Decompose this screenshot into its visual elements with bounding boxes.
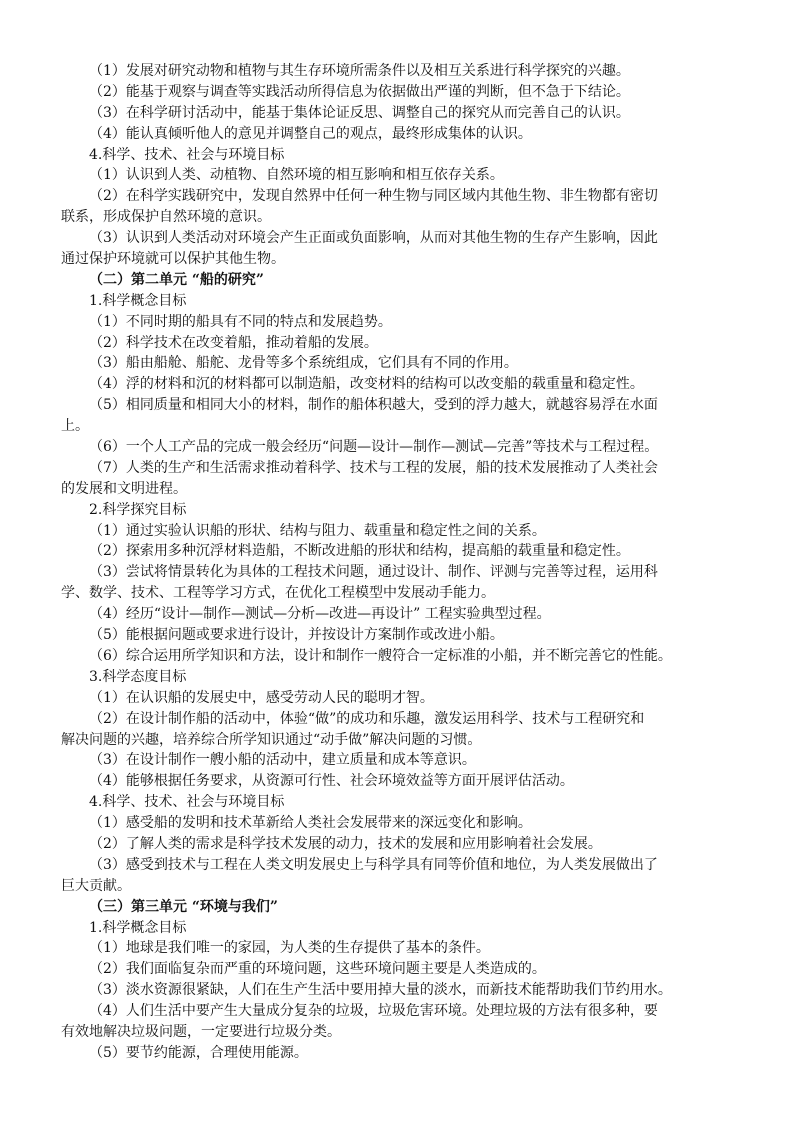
paragraph-line: （6）一个人工产品的完成一般会经历“问题—设计—制作—测试—完善”等技术与工程过程。 [89, 439, 659, 456]
paragraph-line: （3）认识到人类活动对环境会产生正面或负面影响，从而对其他生物的生存产生影响，因此 [89, 230, 658, 247]
paragraph-line: （4）人们生活中要产生大量成分复杂的垃圾，垃圾危害环境。处理垃圾的方法有很多种，要 [89, 1003, 658, 1020]
paragraph-line: （4）浮的材料和沉的材料都可以制造船，改变材料的结构可以改变船的载重量和稳定性。 [89, 376, 644, 393]
continuation-line: 联系，形成保护自然环境的意识。 [61, 209, 271, 226]
paragraph-line: （1）感受船的发明和技术革新给人类社会发展带来的深远变化和影响。 [89, 815, 532, 832]
continuation-line: 上。 [61, 418, 89, 435]
paragraph-line: （4）经历“设计—制作—测试—分析—改进—再设计” 工程实验典型过程。 [89, 606, 551, 623]
paragraph-line: （3）感受到技术与工程在人类文明发展史上与科学具有同等价值和地位，为人类发展做出了 [89, 856, 658, 873]
paragraph-line: （1）通过实验认识船的形状、结构与阻力、载重量和稳定性之间的关系。 [89, 522, 546, 539]
paragraph-line: （1）在认识船的发展史中，感受劳动人民的聪明才智。 [89, 689, 434, 706]
paragraph-line: （3）淡水资源很紧缺，人们在生产生活中要用掉大量的淡水，而新技术能帮助我们节约用水。 [89, 982, 672, 999]
paragraph-line: （5）要节约能源，合理使用能源。 [89, 1044, 308, 1061]
paragraph-line: （1）认识到人类、动植物、自然环境的相互影响和相互依存关系。 [89, 167, 504, 184]
subheading-line: 1.科学概念目标 [89, 919, 187, 936]
subheading-line: 3.科学态度目标 [89, 668, 187, 685]
paragraph-line: （2）了解人类的需求是科学技术发展的动力，技术的发展和应用影响着社会发展。 [89, 835, 602, 852]
paragraph-line: （3）在科学研讨活动中，能基于集体论证反思、调整自己的探究从而完善自己的认识。 [89, 104, 630, 121]
section-heading: （三）第三单元 “环境与我们” [89, 898, 278, 915]
paragraph-line: （2）我们面临复杂而严重的环境问题，这些环境问题主要是人类造成的。 [89, 961, 546, 978]
paragraph-line: （2）科学技术在改变着船，推动着船的发展。 [89, 334, 378, 351]
paragraph-line: （2）探索用多种沉浮材料造船，不断改进船的形状和结构，提高船的载重量和稳定性。 [89, 543, 630, 560]
paragraph-line: （2）能基于观察与调查等实践活动所得信息为依据做出严谨的判断，但不急于下结论。 [89, 83, 630, 100]
document-body [61, 61, 739, 1064]
paragraph-line: （2）在设计制作船的活动中，体验“做”的成功和乐趣，激发运用科学、技术与工程研究和 [89, 710, 645, 727]
subheading-line: 4.科学、技术、社会与环境目标 [89, 794, 285, 811]
paragraph-line: （5）相同质量和相同大小的材料，制作的船体积越大，受到的浮力越大，就越容易浮在水面 [89, 397, 658, 414]
continuation-line: 解决问题的兴趣，培养综合所学知识通过“动手做”解决问题的习惯。 [61, 731, 482, 748]
subheading-line: 2.科学探究目标 [89, 501, 187, 518]
continuation-line: 的发展和文明进程。 [61, 480, 187, 497]
paragraph-line: （2）在科学实践研究中，发现自然界中任何一种生物与同区域内其他生物、非生物都有密切 [89, 188, 658, 205]
paragraph-line: （1）不同时期的船具有不同的特点和发展趋势。 [89, 313, 392, 330]
paragraph-line: （4）能认真倾听他人的意见并调整自己的观点，最终形成集体的认识。 [89, 125, 532, 142]
continuation-line: 学、数学、技术、工程等学习方式，在优化工程模型中发展动手能力。 [61, 585, 495, 602]
paragraph-line: （4）能够根据任务要求，从资源可行性、社会环境效益等方面开展评估活动。 [89, 773, 574, 790]
paragraph-line: （3）在设计制作一艘小船的活动中，建立质量和成本等意识。 [89, 752, 476, 769]
paragraph-line: （5）能根据问题或要求进行设计，并按设计方案制作或改进小船。 [89, 627, 504, 644]
subheading-line: 4.科学、技术、社会与环境目标 [89, 146, 285, 163]
section-heading: （二）第二单元 “船的研究” [89, 271, 264, 288]
paragraph-line: （7）人类的生产和生活需求推动着科学、技术与工程的发展，船的技术发展推动了人类社会 [89, 459, 658, 476]
paragraph-line: （6）综合运用所学知识和方法，设计和制作一艘符合一定标准的小船，并不断完善它的性能。 [89, 647, 672, 664]
paragraph-line: （3）船由船舱、船舵、龙骨等多个系统组成，它们具有不同的作用。 [89, 355, 518, 372]
continuation-line: 巨大贡献。 [61, 877, 131, 894]
paragraph-line: （1）地球是我们唯一的家园，为人类的生存提供了基本的条件。 [89, 940, 490, 957]
paragraph-line: （3）尝试将情景转化为具体的工程技术问题，通过设计、制作、评测与完善等过程，运用科 [89, 564, 658, 581]
continuation-line: 通过保护环境就可以保护其他生物。 [61, 251, 285, 268]
continuation-line: 有效地解决垃圾问题，一定要进行垃圾分类。 [61, 1023, 341, 1040]
paragraph-line: （1）发展对研究动物和植物与其生存环境所需条件以及相互关系进行科学探究的兴趣。 [89, 63, 630, 79]
subheading-line: 1.科学概念目标 [89, 292, 187, 309]
